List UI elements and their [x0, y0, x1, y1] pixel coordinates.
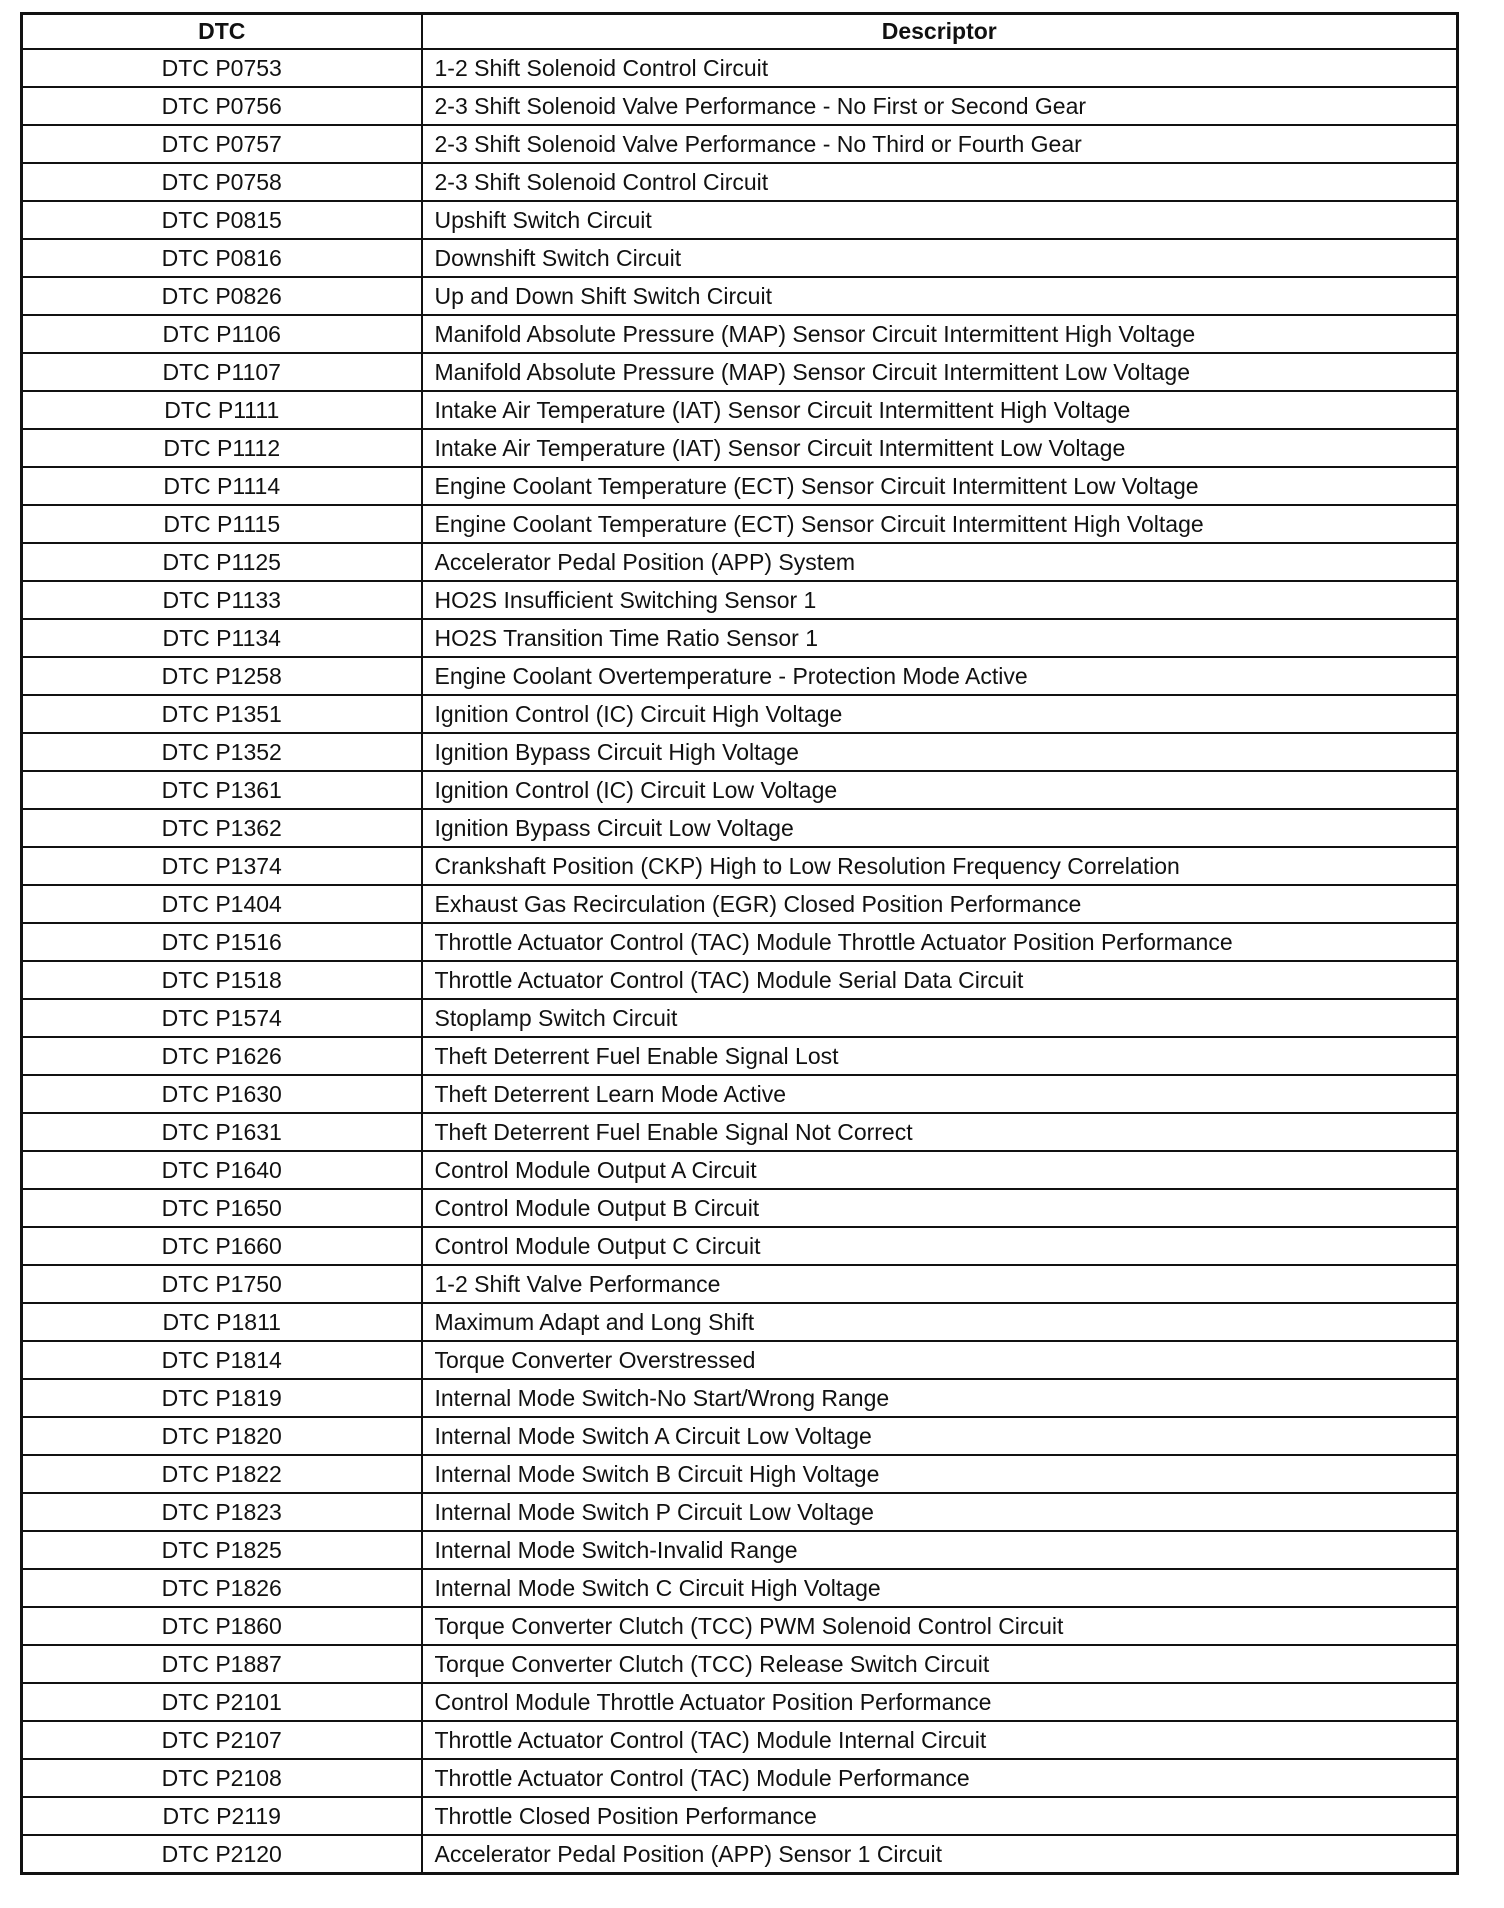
dtc-code-cell: DTC P1106 [22, 315, 422, 353]
column-header-descriptor: Descriptor [422, 14, 1458, 50]
dtc-descriptor-cell: Throttle Actuator Control (TAC) Module Internal Circuit [422, 1721, 1458, 1759]
table-row [22, 1797, 1458, 1835]
dtc-code-cell: DTC P1750 [22, 1265, 422, 1303]
dtc-code-cell: DTC P1626 [22, 1037, 422, 1075]
table-row [22, 1227, 1458, 1265]
dtc-descriptor-cell: HO2S Insufficient Switching Sensor 1 [422, 581, 1458, 619]
dtc-code-cell: DTC P1125 [22, 543, 422, 581]
table-row [22, 201, 1458, 239]
dtc-descriptor-cell: Crankshaft Position (CKP) High to Low Resolution Frequency Correlation [422, 847, 1458, 885]
header-row [22, 14, 1458, 50]
table-row [22, 847, 1458, 885]
dtc-descriptor-cell: 2-3 Shift Solenoid Control Circuit [422, 163, 1458, 201]
dtc-code-cell: DTC P1650 [22, 1189, 422, 1227]
dtc-code-cell: DTC P1823 [22, 1493, 422, 1531]
table-body [22, 49, 1458, 1874]
table-row [22, 1835, 1458, 1874]
dtc-descriptor-cell: Throttle Actuator Control (TAC) Module Throttle Actuator Position Performance [422, 923, 1458, 961]
dtc-descriptor-cell: Torque Converter Clutch (TCC) Release Switch Circuit [422, 1645, 1458, 1683]
dtc-code-cell: DTC P0756 [22, 87, 422, 125]
table-row [22, 87, 1458, 125]
dtc-descriptor-cell: 1-2 Shift Valve Performance [422, 1265, 1458, 1303]
table-row [22, 125, 1458, 163]
dtc-descriptor-cell: Engine Coolant Temperature (ECT) Sensor Circuit Intermittent High Voltage [422, 505, 1458, 543]
dtc-descriptor-cell: Internal Mode Switch-No Start/Wrong Range [422, 1379, 1458, 1417]
dtc-code-cell: DTC P1860 [22, 1607, 422, 1645]
dtc-code-cell: DTC P0815 [22, 201, 422, 239]
dtc-code-cell: DTC P1631 [22, 1113, 422, 1151]
table-row [22, 467, 1458, 505]
dtc-code-cell: DTC P0757 [22, 125, 422, 163]
dtc-code-cell: DTC P1640 [22, 1151, 422, 1189]
table-row [22, 695, 1458, 733]
dtc-descriptor-cell: Internal Mode Switch A Circuit Low Voltage [422, 1417, 1458, 1455]
dtc-code-cell: DTC P1887 [22, 1645, 422, 1683]
table-row [22, 1493, 1458, 1531]
dtc-code-cell: DTC P1518 [22, 961, 422, 999]
table-row [22, 1455, 1458, 1493]
dtc-code-cell: DTC P1660 [22, 1227, 422, 1265]
dtc-descriptor-cell: HO2S Transition Time Ratio Sensor 1 [422, 619, 1458, 657]
table-row [22, 885, 1458, 923]
table-row [22, 809, 1458, 847]
dtc-descriptor-cell: Up and Down Shift Switch Circuit [422, 277, 1458, 315]
table-row [22, 1075, 1458, 1113]
table-row [22, 619, 1458, 657]
dtc-descriptor-cell: 1-2 Shift Solenoid Control Circuit [422, 49, 1458, 87]
table-row [22, 961, 1458, 999]
dtc-descriptor-cell: Torque Converter Clutch (TCC) PWM Solenoid Control Circuit [422, 1607, 1458, 1645]
dtc-code-cell: DTC P1811 [22, 1303, 422, 1341]
dtc-descriptor-cell: Upshift Switch Circuit [422, 201, 1458, 239]
dtc-descriptor-cell: Exhaust Gas Recirculation (EGR) Closed Position Performance [422, 885, 1458, 923]
dtc-code-cell: DTC P1361 [22, 771, 422, 809]
dtc-descriptor-cell: Accelerator Pedal Position (APP) System [422, 543, 1458, 581]
dtc-code-cell: DTC P1825 [22, 1531, 422, 1569]
table-row [22, 1607, 1458, 1645]
dtc-code-cell: DTC P0816 [22, 239, 422, 277]
table-row [22, 1265, 1458, 1303]
dtc-descriptor-cell: 2-3 Shift Solenoid Valve Performance - No First or Second Gear [422, 87, 1458, 125]
dtc-code-cell: DTC P1111 [22, 391, 422, 429]
table-header [22, 14, 1458, 50]
dtc-code-cell: DTC P1516 [22, 923, 422, 961]
dtc-code-cell: DTC P0753 [22, 49, 422, 87]
dtc-code-cell: DTC P2107 [22, 1721, 422, 1759]
dtc-code-cell: DTC P1115 [22, 505, 422, 543]
table-row [22, 1037, 1458, 1075]
dtc-code-cell: DTC P2119 [22, 1797, 422, 1835]
dtc-code-cell: DTC P1630 [22, 1075, 422, 1113]
dtc-descriptor-cell: Control Module Output B Circuit [422, 1189, 1458, 1227]
table-row [22, 543, 1458, 581]
table-row [22, 391, 1458, 429]
dtc-descriptor-cell: Manifold Absolute Pressure (MAP) Sensor Circuit Intermittent Low Voltage [422, 353, 1458, 391]
dtc-code-cell: DTC P1134 [22, 619, 422, 657]
dtc-descriptor-cell: Engine Coolant Overtemperature - Protection Mode Active [422, 657, 1458, 695]
dtc-descriptor-cell: Theft Deterrent Fuel Enable Signal Not Correct [422, 1113, 1458, 1151]
dtc-descriptor-cell: Control Module Output C Circuit [422, 1227, 1458, 1265]
dtc-descriptor-cell: Internal Mode Switch C Circuit High Voltage [422, 1569, 1458, 1607]
dtc-descriptor-cell: Throttle Actuator Control (TAC) Module Serial Data Circuit [422, 961, 1458, 999]
table-row [22, 315, 1458, 353]
table-row [22, 1531, 1458, 1569]
dtc-code-cell: DTC P2120 [22, 1835, 422, 1874]
dtc-descriptor-cell: Engine Coolant Temperature (ECT) Sensor Circuit Intermittent Low Voltage [422, 467, 1458, 505]
dtc-descriptor-cell: Theft Deterrent Learn Mode Active [422, 1075, 1458, 1113]
table-row [22, 1189, 1458, 1227]
dtc-code-cell: DTC P1107 [22, 353, 422, 391]
dtc-descriptor-cell: Internal Mode Switch-Invalid Range [422, 1531, 1458, 1569]
table-row [22, 1645, 1458, 1683]
dtc-descriptor-cell: Throttle Actuator Control (TAC) Module Performance [422, 1759, 1458, 1797]
dtc-descriptor-cell: Control Module Output A Circuit [422, 1151, 1458, 1189]
dtc-descriptor-cell: Theft Deterrent Fuel Enable Signal Lost [422, 1037, 1458, 1075]
dtc-descriptor-cell: Torque Converter Overstressed [422, 1341, 1458, 1379]
table-row [22, 239, 1458, 277]
dtc-descriptor-cell: Internal Mode Switch P Circuit Low Voltage [422, 1493, 1458, 1531]
dtc-descriptor-cell: Stoplamp Switch Circuit [422, 999, 1458, 1037]
table-row [22, 1417, 1458, 1455]
dtc-descriptor-cell: Accelerator Pedal Position (APP) Sensor 1 Circuit [422, 1835, 1458, 1874]
dtc-code-cell: DTC P1814 [22, 1341, 422, 1379]
dtc-descriptor-cell: Control Module Throttle Actuator Position Performance [422, 1683, 1458, 1721]
table-row [22, 1759, 1458, 1797]
table-row [22, 1113, 1458, 1151]
dtc-descriptor-cell: Ignition Control (IC) Circuit Low Voltage [422, 771, 1458, 809]
dtc-code-cell: DTC P1351 [22, 695, 422, 733]
dtc-code-cell: DTC P1374 [22, 847, 422, 885]
dtc-descriptor-cell: Downshift Switch Circuit [422, 239, 1458, 277]
table-row [22, 1721, 1458, 1759]
dtc-code-cell: DTC P2108 [22, 1759, 422, 1797]
table-row [22, 353, 1458, 391]
table-row [22, 429, 1458, 467]
dtc-code-cell: DTC P1819 [22, 1379, 422, 1417]
dtc-code-cell: DTC P1258 [22, 657, 422, 695]
dtc-descriptor-cell: Ignition Bypass Circuit Low Voltage [422, 809, 1458, 847]
table-row [22, 771, 1458, 809]
table-row [22, 277, 1458, 315]
dtc-descriptor-cell: 2-3 Shift Solenoid Valve Performance - No Third or Fourth Gear [422, 125, 1458, 163]
dtc-descriptor-cell: Intake Air Temperature (IAT) Sensor Circuit Intermittent High Voltage [422, 391, 1458, 429]
table-row [22, 657, 1458, 695]
dtc-descriptor-cell: Ignition Bypass Circuit High Voltage [422, 733, 1458, 771]
column-header-dtc: DTC [22, 14, 422, 50]
dtc-code-cell: DTC P1574 [22, 999, 422, 1037]
dtc-code-cell: DTC P0758 [22, 163, 422, 201]
table-row [22, 49, 1458, 87]
table-row [22, 733, 1458, 771]
dtc-code-cell: DTC P2101 [22, 1683, 422, 1721]
dtc-table [20, 12, 1459, 1875]
table-row [22, 1683, 1458, 1721]
dtc-code-cell: DTC P0826 [22, 277, 422, 315]
dtc-descriptor-cell: Throttle Closed Position Performance [422, 1797, 1458, 1835]
dtc-descriptor-cell: Internal Mode Switch B Circuit High Voltage [422, 1455, 1458, 1493]
table-row [22, 1569, 1458, 1607]
dtc-code-cell: DTC P1826 [22, 1569, 422, 1607]
dtc-descriptor-cell: Manifold Absolute Pressure (MAP) Sensor Circuit Intermittent High Voltage [422, 315, 1458, 353]
table-row [22, 581, 1458, 619]
dtc-code-cell: DTC P1820 [22, 1417, 422, 1455]
table-row [22, 1303, 1458, 1341]
dtc-code-cell: DTC P1404 [22, 885, 422, 923]
dtc-code-cell: DTC P1112 [22, 429, 422, 467]
table-row [22, 505, 1458, 543]
dtc-code-cell: DTC P1362 [22, 809, 422, 847]
dtc-code-cell: DTC P1822 [22, 1455, 422, 1493]
table-row [22, 999, 1458, 1037]
table-row [22, 1379, 1458, 1417]
dtc-code-cell: DTC P1114 [22, 467, 422, 505]
table-row [22, 163, 1458, 201]
dtc-descriptor-cell: Maximum Adapt and Long Shift [422, 1303, 1458, 1341]
table-row [22, 1341, 1458, 1379]
dtc-code-cell: DTC P1133 [22, 581, 422, 619]
table-row [22, 923, 1458, 961]
dtc-code-cell: DTC P1352 [22, 733, 422, 771]
table-row [22, 1151, 1458, 1189]
dtc-descriptor-cell: Ignition Control (IC) Circuit High Voltage [422, 695, 1458, 733]
dtc-descriptor-cell: Intake Air Temperature (IAT) Sensor Circuit Intermittent Low Voltage [422, 429, 1458, 467]
